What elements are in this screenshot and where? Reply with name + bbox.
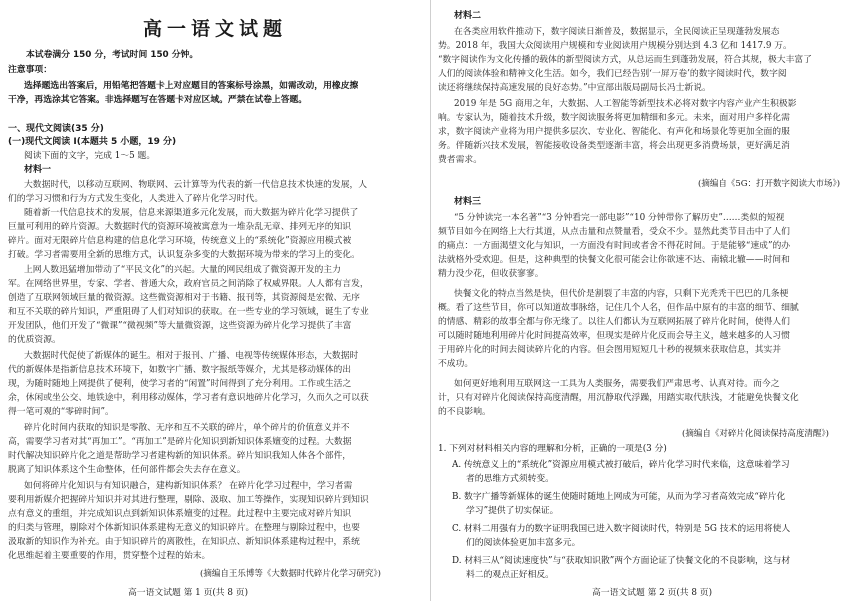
option-a: A. 传统意义上的“系统化”资源应用模式被打破后，碎片化学习时代来临，这意味着学习 <box>452 460 790 470</box>
paragraph-line: 势。2018 年，我国大众阅读用户规模和专业阅读用户规模分别达到 4.3 亿和 1417.9 万。 <box>438 41 792 51</box>
paragraph-line: 人们的阅读体验和精神文化生活。如今，我们已经告别‘一屏万卷’的数字阅读时代，数字阅 <box>438 69 787 79</box>
paragraph-line: 余，休闲或坐公交、地铁途中，利用移动媒体，学习者有意识地碎片化学习，久而久之可以获 <box>8 393 369 403</box>
paragraph-line: 精力没少花，但收获寥寥。 <box>438 269 544 279</box>
option-d: D. 材料三从“阅读速度快”与“获取知识散”两个方面论证了快餐文化的不良影响，这与材 <box>452 556 791 566</box>
question-stem: 1. 下列对材料相关内容的理解和分析，正确的一项是(3 分) <box>438 444 667 454</box>
paragraph-line: 不成功。 <box>438 359 474 369</box>
paragraph-line: 点有意义的重组，并完成知识点到新知识体系嬗变的过程。此过程中主要完成对碎片知识 <box>8 509 352 519</box>
paragraph-line: 法就格外受欢迎。但是，这种典型的快餐文化很可能会让你欲速不达、南辕北辙——时间和 <box>438 255 790 265</box>
info-line: 本试卷满分 150 分，考试时间 150 分钟。 <box>26 50 199 60</box>
paragraph-line: 大数据时代，以移动互联网、物联网、云计算等为代表的新一代信息技术快速的发展，人 <box>24 180 368 190</box>
paragraph-line: 概。看了这些节目，你可以知道故事脉络，记住几个人名，但作品中原有的丰富的细节、细腻 <box>438 303 799 313</box>
paragraph-line: “5 分钟读完一本名著”“3 分钟看完一部电影”“10 分钟带你了解历史”……类似的短视 <box>454 213 785 223</box>
option-c: C. 材料二用强有力的数字证明我国已进入数字阅读时代，特别是 5G 技术的运用将使人 <box>452 524 791 534</box>
paragraph-line: 开发团队，他们开发了“微课”“微视频”等大量微资源，这些资源为碎片化学习提供了丰富 <box>8 321 352 331</box>
notice-line-1: 选择题选出答案后，用铅笔把答题卡上对应题目的答案标号涂黑，如需改动，用橡皮擦 <box>24 81 359 91</box>
paragraph-line: 响。专家认为，随着技术升级，数字阅读服务将更加精细和多元。未来，面对用户多样化需 <box>438 113 790 123</box>
paragraph-line: 碎片化时间内获取的知识是零散、无序和互不关联的碎片，单个碎片的价值意义并不 <box>24 423 350 433</box>
paragraph-line: 频节目如今在网络上大行其道，从点击量和点赞量看，受众不少。显然此类节目击中了人们 <box>438 227 790 237</box>
paragraph-line: 求，数字阅读产业将为用户提供多层次、专业化、智能化、有声化和场景化等更加全面的服 <box>438 127 790 137</box>
option-d-cont: 料二的观点正好相反。 <box>466 570 554 580</box>
paragraph-line: 化思维起着主要重要的作用，贯穿整个过程的始末。 <box>8 551 211 561</box>
option-b: B. 数字广播等新媒体的诞生使随时随地上网成为可能，从而为学习者高效完成“碎片化 <box>452 492 786 502</box>
paragraph-line: 的优质资源。 <box>8 335 61 345</box>
paragraph-line: 2019 年是 5G 商用之年，大数据、人工智能等新型技术必将对数字内容产业产生积极影 <box>454 99 797 109</box>
paragraph-line: 得一笔可观的“零碎时间”。 <box>8 407 114 417</box>
paragraph-line: 随着新一代信息技术的发展，信息来源渠道多元化发展，而大数据为碎片化学习提供了 <box>24 208 359 218</box>
material-label: 材料二 <box>454 11 482 21</box>
paragraph-line: 创造了互联网领域巨量的微资源。这些微资源相对于书籍、报刊等，其资源阅是宏微、无序 <box>8 293 360 303</box>
paragraph-line: 上网人数迅猛增加带动了“平民文化”的兴起。大量的网民组成了微资源开发的主力 <box>24 265 341 275</box>
paragraph-line: 和互不关联的碎片知识，严重阻碍了人们对知识的获取。在一些专业的学习领域，诞生了专业 <box>8 307 369 317</box>
paragraph-line: 如何更好地利用互联网这一工具为人类服务，需要我们严肃思考、认真对待。而今之 <box>454 379 780 389</box>
paragraph-line: 于用碎片化的时间去阅读碎片化的内容。但会图用短短几十秒的视频来获取信息，其实并 <box>438 345 782 355</box>
paragraph-line: 现，为随时随地上网提供了便利，使学习者的“闲置”时间得到了充分利用。工作或生活之 <box>8 379 352 389</box>
paragraph-line: 打破。学习者需要用全新的思维方式，认识复杂多变的大数据环境为带来的学习上的变化。 <box>8 250 360 260</box>
paragraph-line: 巨量可利用的碎片资源。大数据时代的资源环境被寓意为一堆杂乱无章、排列无序的知识 <box>8 222 352 232</box>
page-footer: 高一语文试题 第 2 页(共 8 页) <box>592 588 713 598</box>
page-footer: 高一语文试题 第 1 页(共 8 页) <box>128 588 249 598</box>
paragraph-line: 汲取新的知识作为补充。由于知识碎片的离散性，在知识点、新知识体系建构过程中，系统 <box>8 537 360 547</box>
paragraph-line: “数字阅读作为文化传播的载体的新型阅读方式，从总运而生到蓬勃发展，符合其规，极大丰富了 <box>438 55 812 65</box>
paragraph-line: 费者需求。 <box>438 155 482 165</box>
paragraph-line: 务。伴随新兴技术发展，智能接收设备类型逐渐丰富，将会出现更多消费场景，更好满足消 <box>438 141 790 151</box>
paragraph-line: 时代解决知识碎片化之道是帮助学习者建构新的知识体系。碎片知识我知人体各个部件， <box>8 451 352 461</box>
option-b-cont: 学习”提供了切实保证。 <box>466 506 559 516</box>
instruction: 阅读下面的文字，完成 1～5 题。 <box>24 151 156 161</box>
source-citation: (摘编自王乐博等《大数据时代碎片化学习研究》) <box>200 569 381 579</box>
paragraph-line: 大数据时代促使了新媒体的诞生。相对于报刊、广播、电视等传统媒体形态，大数据时 <box>24 351 359 361</box>
paragraph-line: 如何将碎片化知识与有知识融合，建构新知识体系？ 在碎片化学习过程中，学习者需 <box>24 481 353 491</box>
paragraph-line: 可以随时随地利用碎片化时间提高效率，但现实是碎片化反而会导主义，越来越多的人习惯 <box>438 331 790 341</box>
notice-line-2: 干净，再选涂其它答案。非选择题写在答题卡对应区域。严禁在试卷上答题。 <box>8 95 308 105</box>
paragraph-line: 军。在网络世界里，专家、学者、普通大众，政府官员之间消除了权威界限。人人都有言发， <box>8 279 369 289</box>
paragraph-line: 脱离了知识体系这个生命整体，任何部件都会失去存在意义。 <box>8 465 246 475</box>
paragraph-line: 的痛点：一方面渴望文化与知识，一方面没有时间或者舍不得花时间。于是能够“速成”的办 <box>438 241 791 251</box>
section-heading: 一、现代文阅读(35 分) <box>8 124 104 134</box>
material-label: 材料三 <box>454 197 482 207</box>
subsection-heading: (一)现代文阅读 Ⅰ(本题共 5 小题，19 分) <box>8 137 177 147</box>
paragraph-line: 碎片。面对无限碎片信息构建的信息化学习环境，传统意义上的“系统化”资源应用模式被 <box>8 236 352 246</box>
paragraph-line: 的归类与管理，剔除对个体新知识体系建构无意义的知识碎片。在整理与剔除过程中，也要 <box>8 523 360 533</box>
option-a-cont: 者的思维方式须转变。 <box>466 474 554 484</box>
notice-title: 注意事项： <box>8 65 52 75</box>
source-citation: (摘编自《对碎片化阅读保持高度清醒》) <box>682 429 829 439</box>
paragraph-line: 要利用新媒介把握碎片知识并对其进行整理，剔除、汲取、加工等操作，实现知识碎片到知识 <box>8 495 369 505</box>
material-label: 材料一 <box>24 165 52 175</box>
paragraph-line: 高，需要学习者对其“再加工”。“再加工”是碎片化知识到新知识体系嬗变的过程。大数据 <box>8 437 352 447</box>
source-citation: (摘编自《5G：打开数字阅读大市场》) <box>698 179 841 189</box>
paragraph-line: 计，只有对碎片化阅读保持高度清醒，用沉静取代浮躁，用踏实取代肤浅，才能避免快餐文化 <box>438 393 799 403</box>
page-title: 高一语文试题 <box>142 18 287 40</box>
paragraph-line: 的不良影响。 <box>438 407 491 417</box>
paragraph-line: 的情感、精彩的故事全都与你无缘了。以往人们都认为互联网拓展了碎片化时间，使得人们 <box>438 317 790 327</box>
page-divider <box>430 0 431 601</box>
option-c-cont: 们的阅读体验更加丰富多元。 <box>466 538 581 548</box>
paragraph-line: 读还将继续保持高速发展的良好态势。”中宣部出版局副局长冯士新说。 <box>438 83 711 93</box>
paragraph-line: 代的新媒体是指新信息技术环境下，如数字广播、数字报纸等媒介，尤其是移动媒体的出 <box>8 365 352 375</box>
paragraph-line: 们的学习习惯和行为方式发生变化，人类进入了碎片化学习时代。 <box>8 194 264 204</box>
paragraph-line: 快餐文化的特点当然是快，但代价是割裂了丰富的内容，只剩下光秃秃干巴巴的几条梗 <box>454 289 789 299</box>
paragraph-line: 在各类应用软件推动下，数字阅读日渐普及，数据显示，全民阅读正呈现蓬勃发展态 <box>454 27 780 37</box>
